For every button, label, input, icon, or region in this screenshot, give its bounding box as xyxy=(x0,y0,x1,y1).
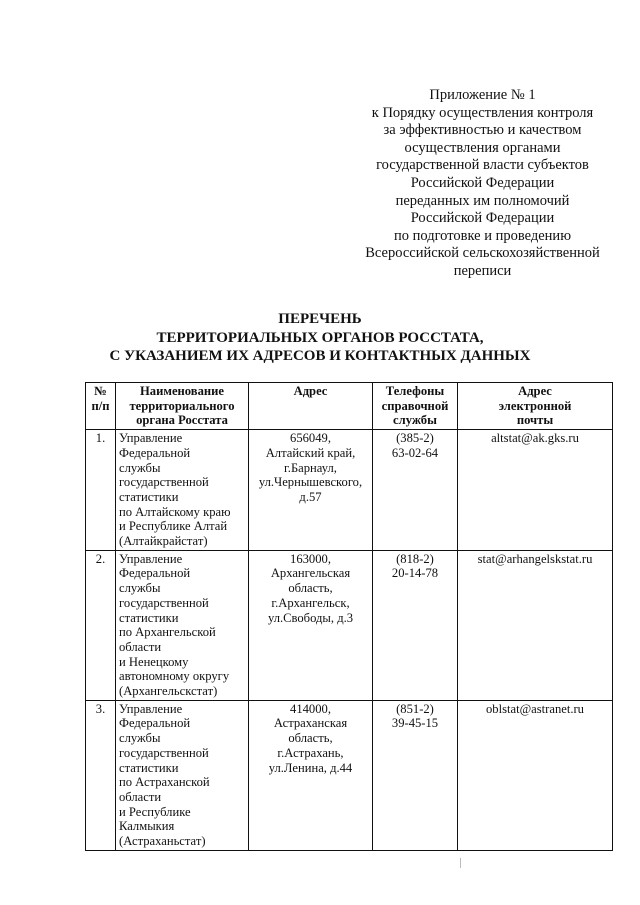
office-address xyxy=(249,550,373,700)
appendix-line: Российской Федерации xyxy=(410,210,555,227)
office-name-line: области xyxy=(119,639,162,654)
header-line: службы xyxy=(393,413,437,428)
row-number: 2. xyxy=(86,550,116,700)
office-phone xyxy=(373,430,458,551)
rosstat-offices-table xyxy=(85,382,613,851)
appendix-line: Всероссийской сельскохозяйственной xyxy=(365,245,600,262)
office-name-line: по Астраханской xyxy=(119,775,210,790)
header-line: № xyxy=(94,384,107,398)
phone-line: 63-02-64 xyxy=(391,445,439,460)
office-name-line: Управление xyxy=(119,431,183,446)
office-email: altstat@ak.gks.ru xyxy=(458,430,613,551)
row-number: 1. xyxy=(86,430,116,551)
phone-line: (818-2) xyxy=(396,551,434,566)
office-name-line: Федеральной xyxy=(119,716,191,731)
address-line: 414000, xyxy=(290,701,331,716)
office-name-line: области xyxy=(119,789,162,804)
office-phone xyxy=(373,550,458,700)
table-header-row xyxy=(86,383,613,430)
scan-mark xyxy=(460,858,461,868)
office-name-line: по Алтайскому краю xyxy=(119,504,231,519)
table-row xyxy=(86,700,613,850)
office-name-line: Управление xyxy=(119,551,183,566)
address-line: 656049, xyxy=(290,431,331,446)
title-line: ТЕРРИТОРИАЛЬНЫХ ОРГАНОВ РОССТАТА, xyxy=(156,329,484,346)
office-name-line: (Астраханьстат) xyxy=(119,834,206,849)
office-address xyxy=(249,430,373,551)
header-line: Телефоны xyxy=(385,384,445,398)
office-name-line: государственной xyxy=(119,475,209,490)
header-phone xyxy=(373,383,458,430)
header-line: Адрес xyxy=(518,384,552,398)
header-num xyxy=(86,383,116,430)
office-phone xyxy=(373,700,458,850)
office-name-line: и Республике xyxy=(119,804,191,819)
table-row xyxy=(86,430,613,551)
document-title xyxy=(0,310,640,366)
office-name-line: автономному округу xyxy=(119,669,230,684)
header-line: электронной xyxy=(498,398,572,413)
office-name-line: и Республике Алтай xyxy=(119,519,228,534)
office-name-line: Калмыкия xyxy=(119,819,175,834)
header-line: п/п xyxy=(91,398,110,413)
phone-line: 20-14-78 xyxy=(391,566,439,581)
header-line: почты xyxy=(516,413,554,428)
office-name-line: государственной xyxy=(119,745,209,760)
office-email: oblstat@astranet.ru xyxy=(458,700,613,850)
office-name-line: Федеральной xyxy=(119,566,191,581)
office-name-line: статистики xyxy=(119,610,179,625)
header-address xyxy=(249,383,373,430)
address-line: Алтайский край, xyxy=(265,445,356,460)
table-row xyxy=(86,550,613,700)
address-line: область, xyxy=(288,731,333,746)
office-name xyxy=(116,550,249,700)
phone-line: 39-45-15 xyxy=(391,716,439,731)
office-name-line: Управление xyxy=(119,701,183,716)
phone-line: (851-2) xyxy=(396,701,434,716)
appendix-line: осуществления органами xyxy=(404,139,561,156)
office-name-line: службы xyxy=(119,581,161,596)
office-name-line: (Архангельскстат) xyxy=(119,684,218,699)
office-name-line: Федеральной xyxy=(119,445,191,460)
header-line: Адрес xyxy=(293,384,328,398)
header-line: органа Росстата xyxy=(136,413,228,428)
appendix-line: государственной власти субъектов xyxy=(376,157,589,174)
row-number: 3. xyxy=(86,700,116,850)
office-name-line: государственной xyxy=(119,595,209,610)
office-name-line: по Архангельской xyxy=(119,625,216,640)
office-name-line: (Алтайкрайстат) xyxy=(119,534,208,549)
phone-line: (385-2) xyxy=(396,431,434,446)
appendix-line: переписи xyxy=(453,262,512,279)
address-line: область, xyxy=(288,581,333,596)
office-name-line: и Ненецкому xyxy=(119,654,189,669)
header-name xyxy=(116,383,249,430)
title-line: ПЕРЕЧЕНЬ xyxy=(278,311,362,327)
appendix-heading xyxy=(340,87,625,281)
header-line: справочной xyxy=(381,398,449,413)
office-name-line: статистики xyxy=(119,489,179,504)
address-line: г.Барнаул, xyxy=(284,460,337,475)
address-line: ул.Свободы, д.3 xyxy=(267,610,354,625)
address-line: 163000, xyxy=(290,551,331,566)
appendix-line: к Порядку осуществления контроля xyxy=(371,104,594,121)
address-line: д.57 xyxy=(299,489,322,504)
office-name xyxy=(116,430,249,551)
address-line: г.Архангельск, xyxy=(271,595,350,610)
appendix-line: переданных им полномочий xyxy=(395,192,570,209)
appendix-line: по подготовке и проведению xyxy=(393,227,572,244)
address-line: Архангельская xyxy=(270,566,351,581)
address-line: ул.Ленина, д.44 xyxy=(268,760,353,775)
header-email xyxy=(458,383,613,430)
header-line: территориального xyxy=(129,398,235,413)
office-name-line: службы xyxy=(119,460,161,475)
header-line: Наименование xyxy=(140,384,224,398)
office-name xyxy=(116,700,249,850)
appendix-line: за эффективностью и качеством xyxy=(383,122,582,139)
office-name-line: статистики xyxy=(119,760,179,775)
appendix-line: Российской Федерации xyxy=(410,174,555,191)
office-name-line: службы xyxy=(119,731,161,746)
address-line: ул.Чернышевского, xyxy=(258,475,363,490)
title-line: С УКАЗАНИЕМ ИХ АДРЕСОВ И КОНТАКТНЫХ ДАННЫХ xyxy=(109,348,531,364)
address-line: Астраханская xyxy=(273,716,348,731)
address-line: г.Астрахань, xyxy=(277,745,344,760)
appendix-line: Приложение № 1 xyxy=(429,87,536,103)
office-address xyxy=(249,700,373,850)
office-email: stat@arhangelskstat.ru xyxy=(458,550,613,700)
